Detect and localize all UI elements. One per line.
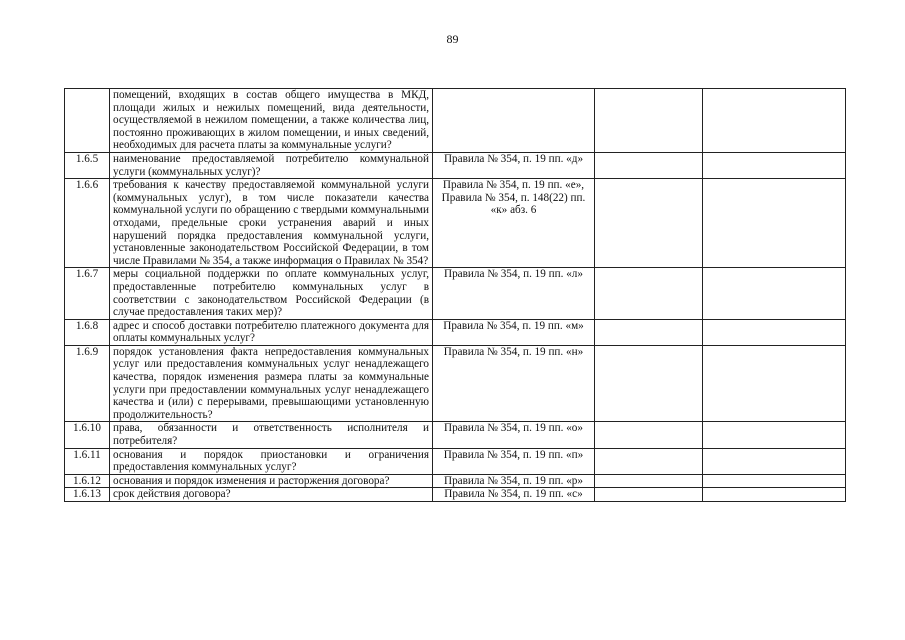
row-number: 1.6.10	[65, 422, 110, 448]
row-question: срок действия договора?	[110, 488, 433, 502]
row-answer-cell	[595, 179, 703, 268]
row-answer-cell	[595, 345, 703, 422]
table-row	[65, 488, 846, 502]
row-reference	[433, 89, 595, 153]
row-note-cell	[703, 448, 846, 474]
row-number: 1.6.8	[65, 319, 110, 345]
row-number: 1.6.6	[65, 179, 110, 268]
reference-text: Правила № 354, п. 19 пп. «н»	[443, 345, 584, 358]
row-reference	[433, 448, 595, 474]
row-answer-cell	[595, 488, 703, 502]
row-note-cell	[703, 152, 846, 178]
row-number: 1.6.5	[65, 152, 110, 178]
table-row	[65, 448, 846, 474]
table-row	[65, 345, 846, 422]
reference-text: Правила № 354, п. 19 пп. «с»	[444, 488, 583, 501]
row-question: порядок установления факта непредоставления коммунальных услуг или предоставления коммунальных услуг ненадлежащего качества, порядок изменения размера платы за коммунальные услуги при предоставлении коммунальных услуг ненадлежащего качества и (или) с перерывами, превышающими установленную продолжительность?	[110, 345, 433, 422]
row-number: 1.6.7	[65, 268, 110, 319]
row-answer-cell	[595, 422, 703, 448]
table-row	[65, 89, 846, 153]
row-number: 1.6.11	[65, 448, 110, 474]
row-question: права, обязанности и ответственность исполнителя и потребителя?	[110, 422, 433, 448]
row-number: 1.6.12	[65, 474, 110, 488]
reference-text: Правила № 354, п. 19 пп. «д»	[443, 152, 584, 165]
row-question: меры социальной поддержки по оплате коммунальных услуг, предоставленные потребителю коммунальных услуг в соответствии с законодательством Российской Федерации (в случае предоставления таких мер)?	[110, 268, 433, 319]
row-note-cell	[703, 179, 846, 268]
reference-text: Правила № 354, п. 19 пп. «л»	[443, 268, 583, 281]
row-note-cell	[703, 345, 846, 422]
row-answer-cell	[595, 474, 703, 488]
row-reference	[433, 179, 595, 268]
row-question: основания и порядок изменения и расторжения договора?	[110, 474, 433, 488]
row-answer-cell	[595, 448, 703, 474]
row-answer-cell	[595, 319, 703, 345]
row-note-cell	[703, 319, 846, 345]
reference-text: Правила № 354, п. 19 пп. «р»	[443, 474, 583, 487]
reference-text: Правила № 354, п. 19 пп. «е», Правила № 354, п. 148(22) пп. «к» абз. 6	[441, 179, 586, 217]
table-row	[65, 179, 846, 268]
row-note-cell	[703, 488, 846, 502]
row-question: основания и порядок приостановки и ограничения предоставления коммунальных услуг?	[110, 448, 433, 474]
row-answer-cell	[595, 268, 703, 319]
table-row	[65, 422, 846, 448]
row-question: адрес и способ доставки потребителю платежного документа для оплаты коммунальных услуг?	[110, 319, 433, 345]
reference-text: Правила № 354, п. 19 пп. «о»	[443, 422, 583, 435]
table-body	[65, 89, 846, 502]
table-row	[65, 152, 846, 178]
row-number: 1.6.9	[65, 345, 110, 422]
checklist-table	[64, 88, 846, 502]
row-reference	[433, 422, 595, 448]
page-number: 89	[446, 32, 459, 46]
row-reference	[433, 152, 595, 178]
table-row	[65, 474, 846, 488]
table-row	[65, 268, 846, 319]
row-reference	[433, 474, 595, 488]
row-reference	[433, 268, 595, 319]
row-question: наименование предоставляемой потребителю коммунальной услуги (коммунальных услуг)?	[110, 152, 433, 178]
table-row	[65, 319, 846, 345]
row-note-cell	[703, 474, 846, 488]
row-answer-cell	[595, 89, 703, 153]
reference-text: Правила № 354, п. 19 пп. «м»	[443, 319, 584, 332]
row-number	[65, 89, 110, 153]
row-reference	[433, 319, 595, 345]
row-answer-cell	[595, 152, 703, 178]
row-question: помещений, входящих в состав общего имущества в МКД, площади жилых и нежилых помещений, вида деятельности, осуществляемой в нежилом помещении, а также количества лиц, постоянно проживающих в жилом помещении, и иных сведений, необходимых для расчета платы за коммунальные услуги?	[110, 89, 433, 153]
row-note-cell	[703, 422, 846, 448]
row-question: требования к качеству предоставляемой коммунальной услуги (коммунальных услуг), в том числе показатели качества коммунальной услуги по обращению с твердыми коммунальными отходами, предельные сроки устранения аварий и иных нарушений порядка предоставления коммунальной услуги, установленные законодательством Российской Федерации, в том числе Правилами № 354, а также информация о Правилах № 354?	[110, 179, 433, 268]
row-reference	[433, 345, 595, 422]
reference-text: Правила № 354, п. 19 пп. «п»	[443, 448, 584, 461]
row-reference	[433, 488, 595, 502]
row-note-cell	[703, 268, 846, 319]
row-note-cell	[703, 89, 846, 153]
row-number: 1.6.13	[65, 488, 110, 502]
